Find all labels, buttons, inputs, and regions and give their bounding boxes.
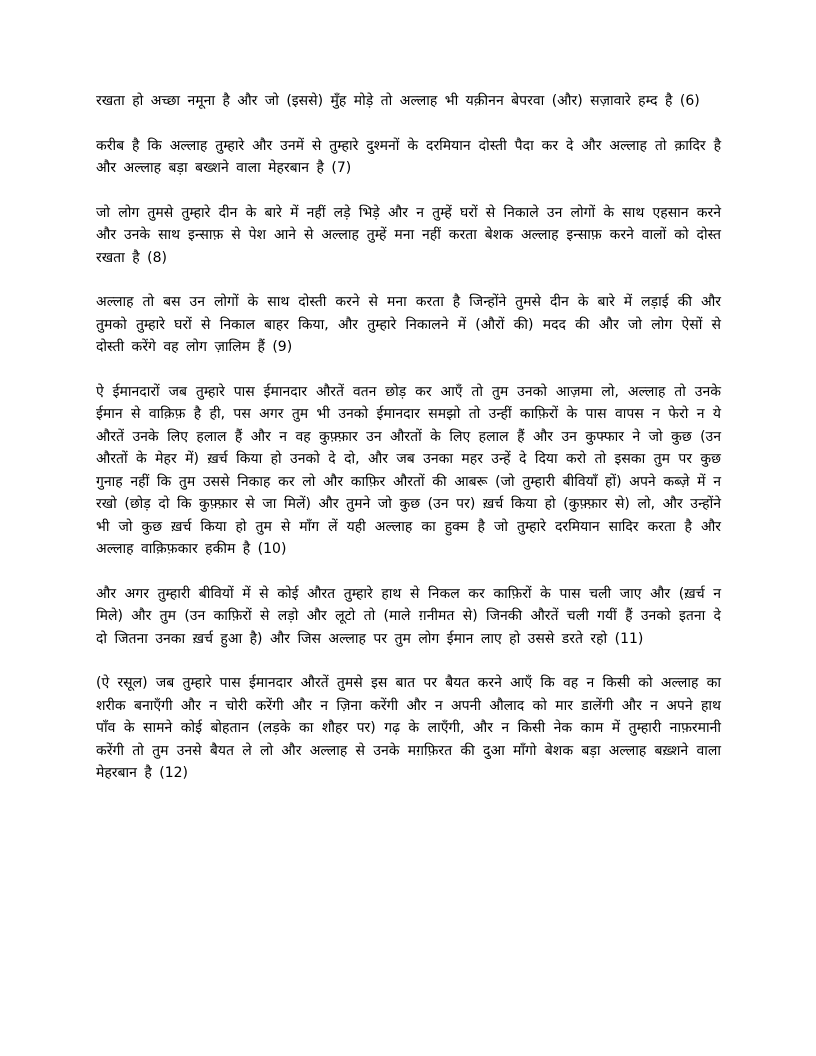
page-content: [96, 90, 721, 807]
paragraph-verse-8: जो लोग तुमसे तुम्हारे दीन के बारे में नहीं लड़े भिड़े और न तुम्हें घरों से निकाले उन लोगों के साथ एहसान करने और उनके साथ इन्साफ़ से पेश आने से अल्लाह तुम्हें मना नहीं करता बेशक अल्लाह इन्साफ़ करने वालों को दोस्त रखता है (8): [96, 204, 721, 266]
paragraph-verse-9: अल्लाह तो बस उन लोगों के साथ दोस्ती करने से मना करता है जिन्होंने तुमसे दीन के बारे में लड़ाई की और तुमको तुम्हारे घरों से निकाल बाहर किया, और तुम्हारे निकालने में (औरों की) मदद की और जो लोग ऐसों से दोस्ती करेंगे वह लोग ज़ालिम हैं (9): [96, 294, 721, 355]
paragraph-verse-7: करीब है कि अल्लाह तुम्हारे और उनमें से तुम्हारे दुश्मनों के दरमियान दोस्ती पैदा कर दे और अल्लाह तो क़ादिर है और अल्लाह बड़ा बख्शने वाला मेहरबान है (7): [96, 137, 721, 176]
paragraph-verse-11: और अगर तुम्हारी बीवियों में से कोई औरत तुम्हारे हाथ से निकल कर काफ़िरों के पास चली जाए और (ख़र्च न मिले) और तुम (उन काफ़िरों से लड़ो और लूटो तो (माले ग़नीमत से) जिनकी औरतें चली गयीं हैं उनको इतना दे दो जितना उनका ख़र्च हुआ है) और जिस अल्लाह पर तुम लोग ईमान लाए हो उससे डरते रहो (11): [96, 585, 721, 647]
paragraph-verse-12: (ऐ रसूल) जब तुम्हारे पास ईमानदार औरतें तुमसे इस बात पर बैयत करने आएँ कि वह न किसी को अल्लाह का शरीक बनाएँगी और न चोरी करेंगी और न ज़िना करेंगी और न अपनी औलाद को मार डालेंगी और न अपने हाथ पाँव के सामने कोई बोहतान (लड़के का शौहर पर) गढ़ के लाएँगी, और न किसी नेक काम में तुम्हारी नाफ़रमानी करेंगी तो तुम उनसे बैयत ले लो और अल्लाह से उनके मग़फ़िरत की दुआ माँगो बेशक बड़ा अल्लाह बख़्शने वाला मेहरबान है (12): [96, 675, 721, 781]
paragraph-verse-10: ऐ ईमानदारों जब तुम्हारे पास ईमानदार औरतें वतन छोड़ कर आएँ तो तुम उनको आज़मा लो, अल्लाह तो उनके ईमान से वाक़िफ़ है ही, पस अगर तुम भी उनको ईमानदार समझो तो उन्हीं काफ़िरों के पास वापस न फेरो न ये औरतें उनके लिए हलाल हैं और न वह कुफ़्फ़ार उन औरतों के लिए हलाल हैं और उन कुफ्फार ने जो कुछ (उन औरतों के मेहर में) ख़र्च किया हो उनको दे दो, और जब उनका महर उन्हें दे दिया करो तो इसका तुम पर कुछ गुनाह नहीं कि तुम उससे निकाह कर लो और काफ़िर औरतों की आबरू (जो तुम्हारी बीवियाँ हों) अपने कब्ज़े में न रखो (छोड़ दो कि कुफ़्फ़ार से जा मिलें) और तुमने जो कुछ (उन पर) ख़र्च किया हो (कुफ़्फ़ार से) लो, और उन्होंने भी जो कुछ ख़र्च किया हो तुम से माँग लें यही अल्लाह का हुक्म है जो तुम्हारे दरमियान सादिर करता है और अल्लाह वाक़िफ़कार हकीम है (10): [96, 383, 721, 557]
paragraph-verse-6: रखता हो अच्छा नमूना है और जो (इससे) मुँह मोड़े तो अल्लाह भी यक़ीनन बेपरवा (और) सज़ावारे हम्द है (6): [96, 93, 700, 109]
